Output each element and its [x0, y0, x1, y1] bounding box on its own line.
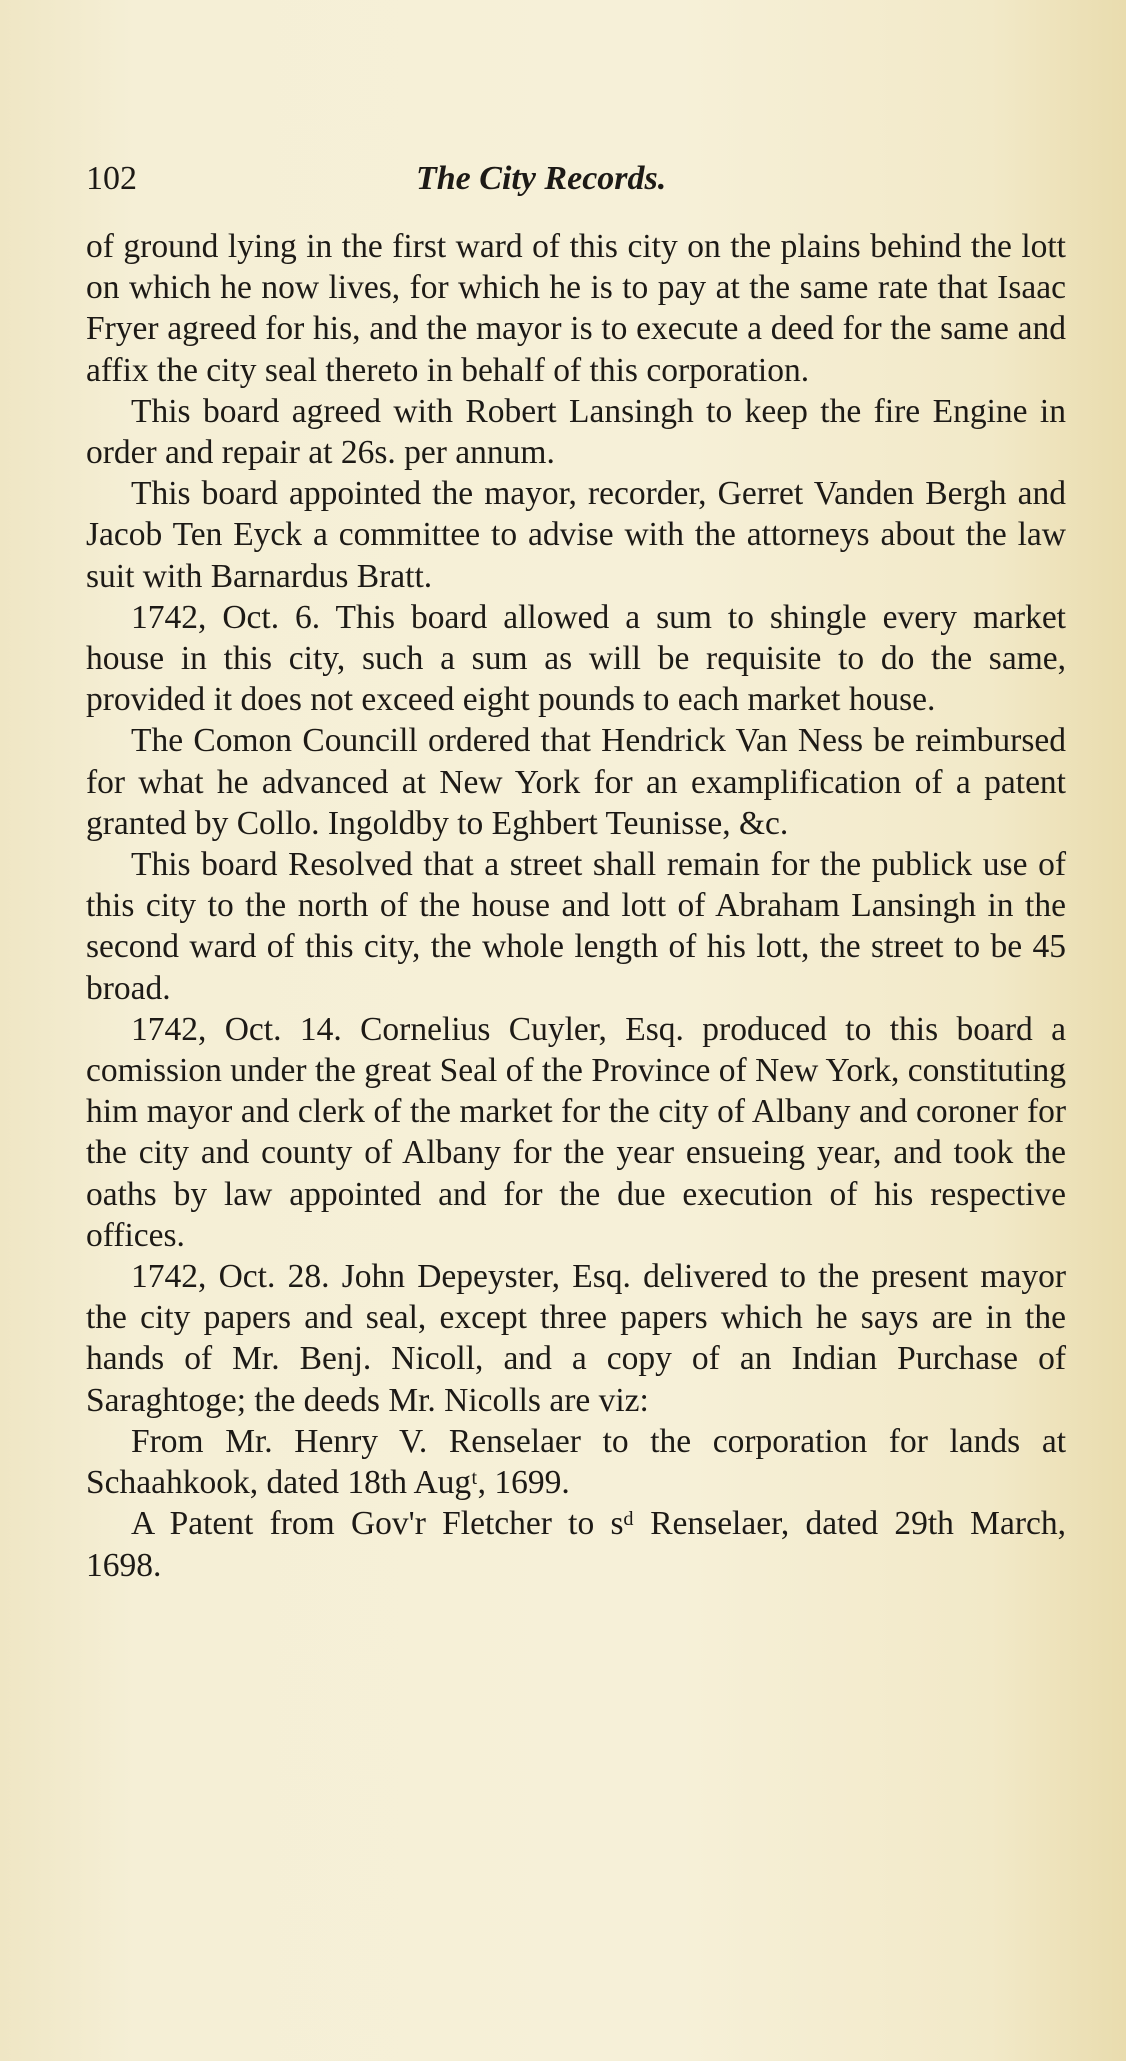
paragraph: This board Resolved that a street shall remain for the publick use of this city to the north of the house and lott of Abraham Lansingh in the second ward of this city, the whole length of his lott, the street to be 45 broad. [86, 846, 1066, 1007]
page-header [86, 160, 1066, 204]
paragraph: of ground lying in the first ward of this city on the plains behind the lott on which he now lives, for which he is to pay at the same rate that Isaac Fryer agreed for his, and the mayor is to execute a deed for the same and affix the city seal thereto in behalf of this corporation. [86, 228, 1066, 389]
paragraph: 1742, Oct. 28. John Depeyster, Esq. delivered to the present mayor the city papers and seal, except three papers which he says are in the hands of Mr. Benj. Nicoll, and a copy of an Indian Purchase of Saraghtoge; the deeds Mr. Nicolls are viz: [86, 1258, 1066, 1419]
body-text [86, 226, 1066, 1586]
paragraph: The Comon Councill ordered that Hendrick Van Ness be reimbursed for what he advanced at New York for an examplification of a patent granted by Collo. Ingoldby to Eghbert Teunisse, &c. [86, 722, 1066, 842]
paragraph: A Patent from Gov'r Fletcher to sᵈ Renselaer, dated 29th March, 1698. [86, 1505, 1066, 1584]
page-number: 102 [86, 160, 137, 197]
running-title: The City Records. [416, 160, 667, 197]
paragraph: 1742, Oct. 6. This board allowed a sum to shingle every market house in this city, such a sum as will be requisite to do the same, provided it does not exceed eight pounds to each market house. [86, 598, 1066, 719]
paragraph: This board appointed the mayor, recorder, Gerret Vanden Bergh and Jacob Ten Eyck a committee to advise with the attorneys about the law suit with Barnardus Bratt. [86, 475, 1066, 595]
paragraph: This board agreed with Robert Lansingh to keep the fire Engine in order and repair at 26s. per annum. [86, 392, 1066, 472]
paragraph: 1742, Oct. 14. Cornelius Cuyler, Esq. produced to this board a comission under the great Seal of the Province of New York, constituting him mayor and clerk of the market for the city of Albany and coroner for the city and county of Albany for the year ensueing year, and took the oaths by law appointed and for the due execution of his respective offices. [86, 1010, 1066, 1254]
paragraph: From Mr. Henry V. Renselaer to the corporation for lands at Schaahkook, dated 18th Augᵗ, 1699. [86, 1422, 1066, 1502]
